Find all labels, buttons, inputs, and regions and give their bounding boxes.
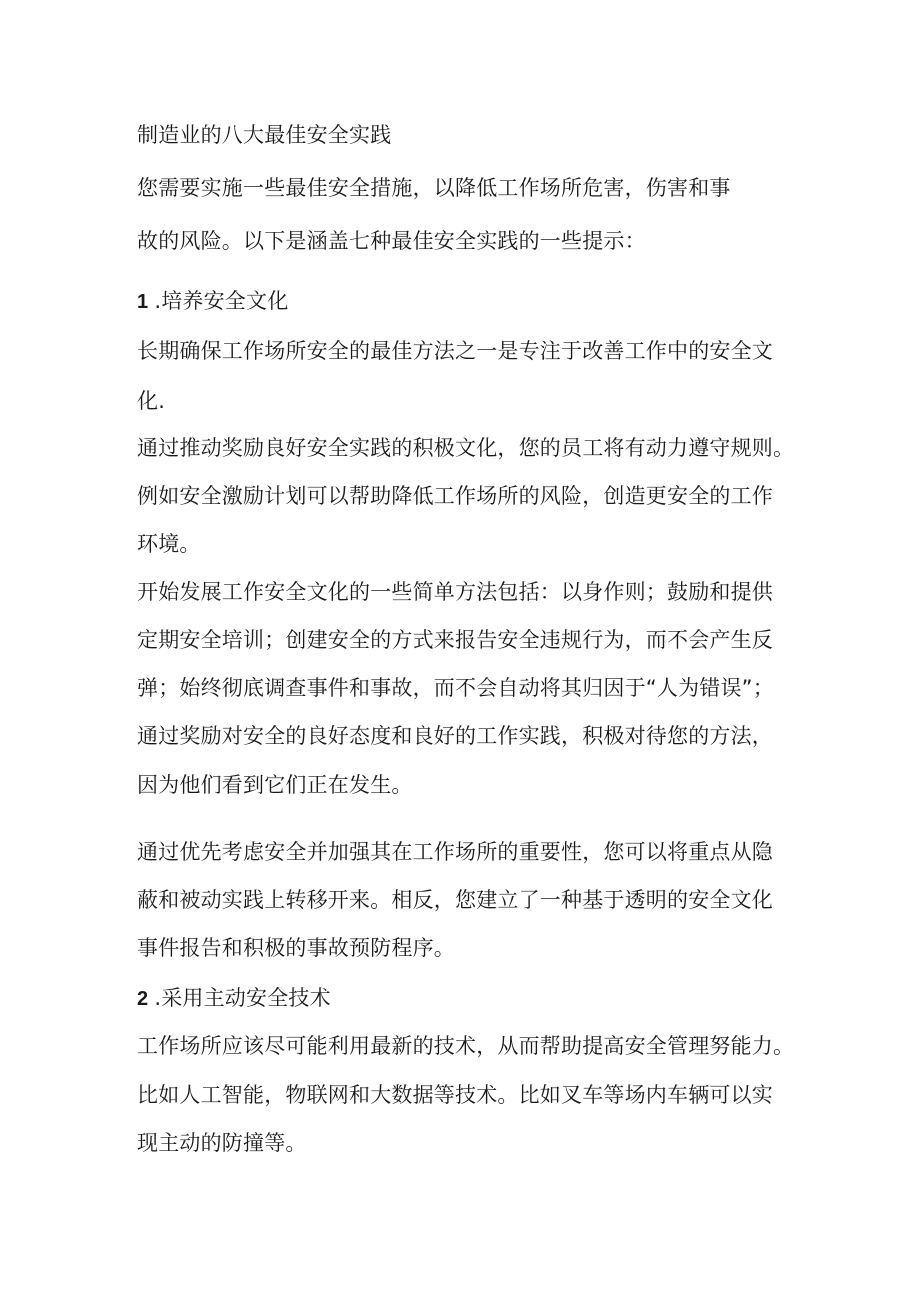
paragraph-line: 化.: [137, 389, 166, 413]
paragraph-line: 通过推动奖励良好安全实践的积极文化，您的员工将有动力遵守规则。: [137, 436, 795, 460]
section-2-title: .采用主动安全技术: [154, 986, 331, 1010]
section-1-number: 1: [137, 291, 149, 313]
paragraph-line: 长期确保工作场所安全的最佳方法之一是专注于改善工作中的安全文: [137, 339, 773, 363]
paragraph-line: 比如人工智能，物联网和大数据等技术。比如叉车等场内车辆可以实: [137, 1083, 773, 1107]
paragraph-line: 通过优先考虑安全并加强其在工作场所的重要性，您可以将重点从隐: [137, 840, 773, 864]
paragraph-line: 定期安全培训；创建安全的方式来报告安全违规行为，而不会产生反: [137, 628, 773, 652]
intro-line: 您需要实施一些最佳安全措施，以降低工作场所危害，伤害和事: [137, 176, 731, 200]
section-2-heading: [137, 983, 331, 1014]
intro-line: 故的风险。以下是涵盖七种最佳安全实践的一些提示：: [137, 229, 646, 253]
paragraph-line: 通过奖励对安全的良好态度和良好的工作实践，积极对待您的方法，: [137, 724, 773, 748]
paragraph-line: 弹；始终彻底调查事件和事故，而不会自动将其归因于“人为错误”；: [137, 676, 774, 700]
paragraph-line: 现主动的防撞等。: [137, 1131, 307, 1155]
paragraph-line: 蔽和被动实践上转移开来。相反，您建立了一种基于透明的安全文化: [137, 888, 773, 912]
paragraph-line: 环境。: [137, 532, 201, 556]
section-1-title: .培养安全文化: [154, 289, 289, 313]
paragraph-line: 事件报告和积极的事故预防程序。: [137, 936, 455, 960]
paragraph-line: 工作场所应该尽可能利用最新的技术，从而帮助提高安全管理努能力。: [137, 1034, 795, 1058]
paragraph-line: 开始发展工作安全文化的一些简单方法包括：以身作则；鼓励和提供: [137, 580, 773, 604]
paragraph-line: 例如安全激励计划可以帮助降低工作场所的风险，创造更安全的工作: [137, 484, 773, 508]
document-title: 制造业的八大最佳安全实践: [137, 123, 392, 147]
section-2-number: 2: [137, 988, 149, 1010]
section-1-heading: [137, 286, 288, 317]
paragraph-line: 因为他们看到它们正在发生。: [137, 773, 413, 797]
